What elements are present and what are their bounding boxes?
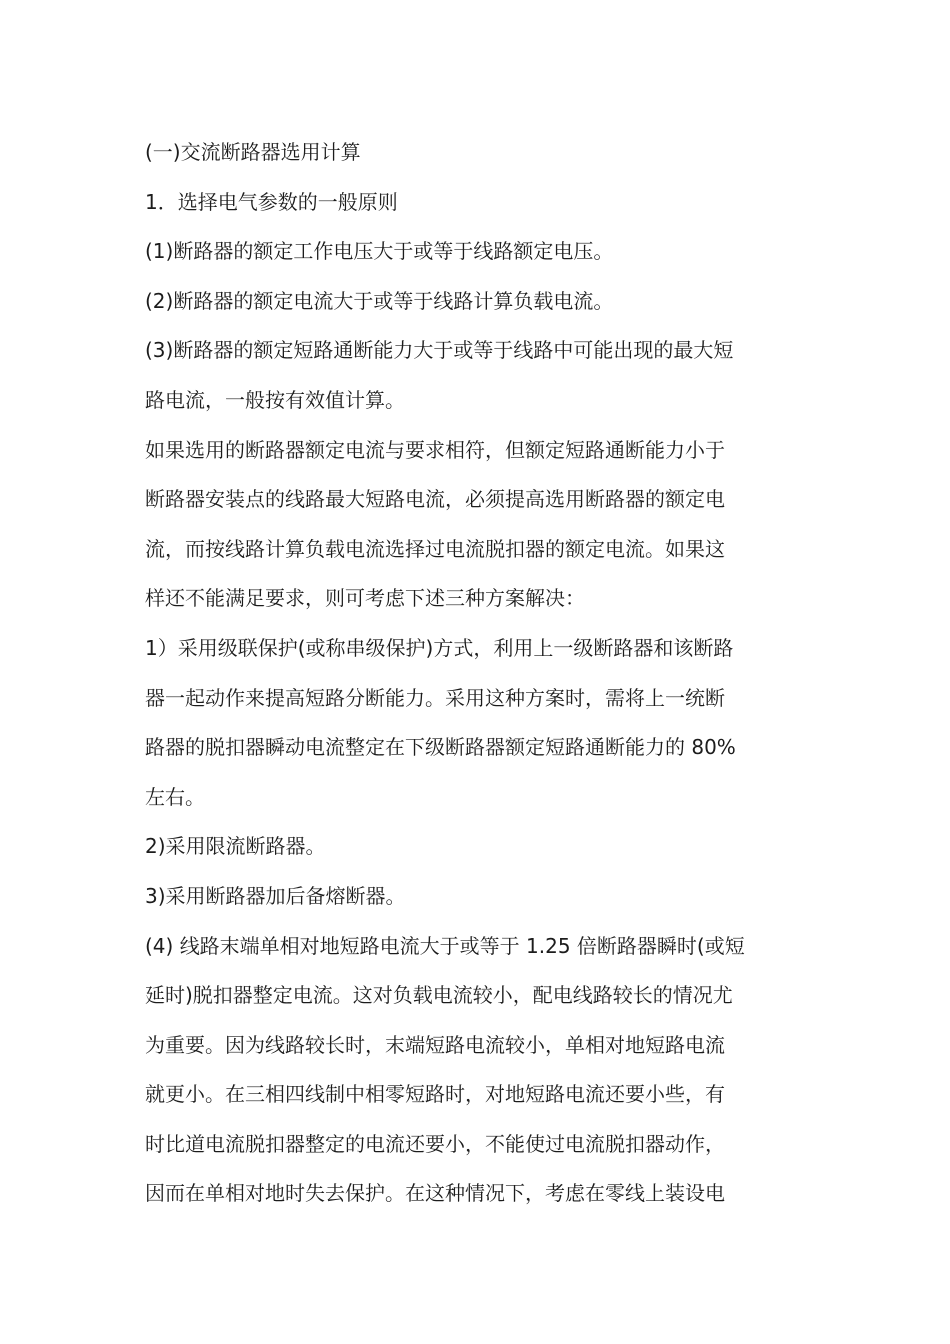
text-line: 为重要。因为线路较长时，末端短路电流较小，单相对地短路电流 bbox=[145, 1032, 725, 1057]
text-line: 1）采用级联保护(或称串级保护)方式，利用上一级断路器和该断路 bbox=[145, 635, 734, 660]
text-line: 延时)脱扣器整定电流。这对负载电流较小，配电线路较长的情况尤 bbox=[145, 983, 733, 1008]
text-line: 如果选用的断路器额定电流与要求相符，但额定短路通断能力小于 bbox=[145, 437, 725, 462]
text-line: (1)断路器的额定工作电压大于或等于线路额定电压。 bbox=[145, 239, 614, 264]
text-line: 就更小。在三相四线制中相零短路时，对地短路电流还要小些，有 bbox=[145, 1082, 725, 1107]
text-line: 器一起动作来提高短路分断能力。采用这种方案时，需将上一统断 bbox=[145, 685, 725, 710]
text-line: 路电流，一般按有效值计算。 bbox=[145, 387, 405, 412]
text-line: 左右。 bbox=[145, 784, 205, 809]
text-line: 3)采用断路器加后备熔断器。 bbox=[145, 883, 406, 908]
text-line: 样还不能满足要求，则可考虑下述三种方案解决： bbox=[145, 586, 585, 611]
text-line: 流，而按线路计算负载电流选择过电流脱扣器的额定电流。如果这 bbox=[145, 536, 725, 561]
section-heading: (一)交流断路器选用计算 bbox=[145, 140, 361, 164]
document-body bbox=[145, 128, 805, 1219]
text-line: 断路器安装点的线路最大短路电流，必须提高选用断路器的额定电 bbox=[145, 487, 725, 512]
text-line: 时比道电流脱扣器整定的电流还要小，不能使过电流脱扣器动作， bbox=[145, 1131, 725, 1156]
text-line: 2)采用限流断路器。 bbox=[145, 834, 326, 859]
text-line: 路器的脱扣器瞬动电流整定在下级断路器额定短路通断能力的 80% bbox=[145, 735, 736, 760]
text-line: (3)断路器的额定短路通断能力大于或等于线路中可能出现的最大短 bbox=[145, 338, 734, 363]
text-line: (4) 线路末端单相对地短路电流大于或等于 1.25 倍断路器瞬时(或短 bbox=[145, 933, 745, 958]
subsection-heading: 1．选择电气参数的一般原则 bbox=[145, 189, 398, 214]
text-line: (2)断路器的额定电流大于或等于线路计算负载电流。 bbox=[145, 288, 614, 313]
text-line: 因而在单相对地时失去保护。在这种情况下，考虑在零线上装设电 bbox=[145, 1181, 725, 1206]
